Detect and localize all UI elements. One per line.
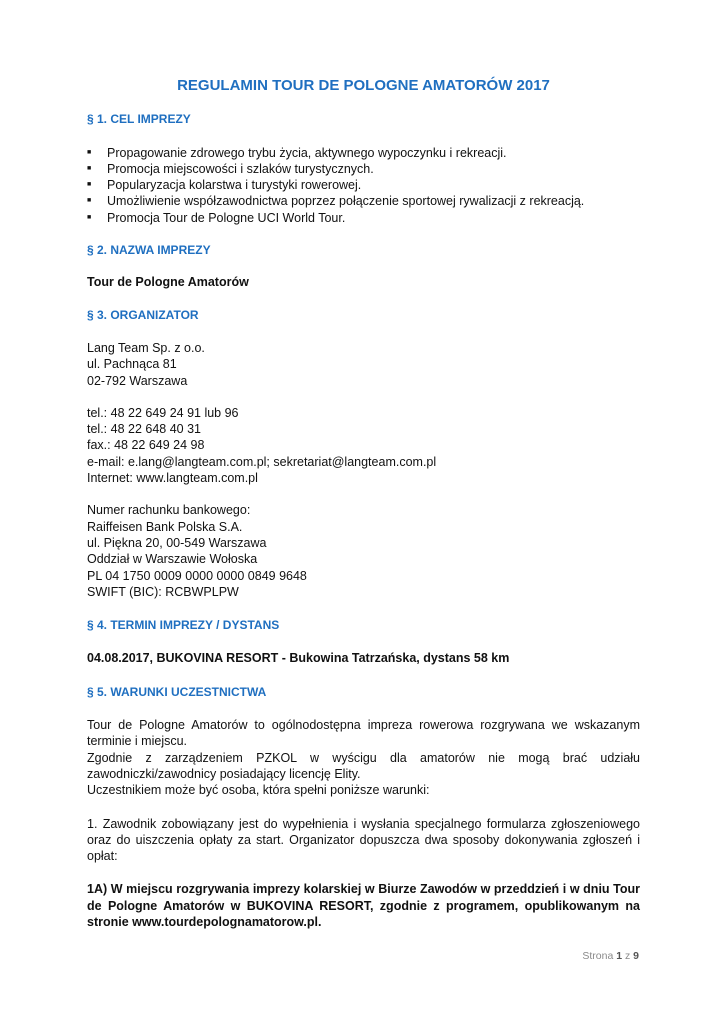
page-total: 9 xyxy=(633,950,639,962)
bank-line: PL 04 1750 0009 0000 0000 0849 9648 xyxy=(87,568,307,583)
organizer-line: Lang Team Sp. z o.o. xyxy=(87,340,205,355)
contact-line: fax.: 48 22 649 24 98 xyxy=(87,438,205,453)
page-footer xyxy=(582,950,639,962)
section-4-heading: § 4. TERMIN IMPREZY / DYSTANS xyxy=(87,618,280,633)
document-title: REGULAMIN TOUR DE POLOGNE AMATORÓW 2017 xyxy=(177,77,550,94)
bank-line: SWIFT (BIC): RCBWPLPW xyxy=(87,584,239,599)
bank-line: ul. Piękna 20, 00-549 Warszawa xyxy=(87,535,267,550)
paragraph: Uczestnikiem może być osoba, która spełni poniższe warunki: xyxy=(87,783,430,798)
section-3-heading: § 3. ORGANIZATOR xyxy=(87,307,199,322)
contact-line: tel.: 48 22 648 40 31 xyxy=(87,422,201,437)
list-item: ■ Propagowanie zdrowego trybu życia, aktywnego wypoczynku i rekreacji. xyxy=(87,145,640,161)
bank-line: Raiffeisen Bank Polska S.A. xyxy=(87,519,243,534)
section-1-heading: § 1. CEL IMPREZY xyxy=(87,112,191,127)
organizer-line: ul. Pachnąca 81 xyxy=(87,357,177,372)
list-item: ■ Promocja miejscowości i szlaków turystycznych. xyxy=(87,161,640,177)
contact-line: tel.: 48 22 649 24 91 lub 96 xyxy=(87,405,239,420)
list-item: ■ Promocja Tour de Pologne UCI World Tour. xyxy=(87,210,640,226)
paragraph: 1A) W miejscu rozgrywania imprezy kolarskiej w Biurze Zawodów w przeddzień i w dniu Tour de Pologne Amatorów w BUKOVINA RESORT, zgodnie z programem, opublikowanym na stronie www.tourdepolognamatorow.pl. xyxy=(87,882,640,929)
document-body xyxy=(87,78,640,930)
section-5-heading: § 5. WARUNKI UCZESTNICTWA xyxy=(87,684,267,699)
section-2-heading: § 2. NAZWA IMPREZY xyxy=(87,243,211,258)
list-item: ■ Popularyzacja kolarstwa i turystyki rowerowej. xyxy=(87,177,640,193)
page-separator: z xyxy=(624,950,631,962)
organizer-line: 02-792 Warszawa xyxy=(87,373,188,388)
contact-line: Internet: www.langteam.com.pl xyxy=(87,471,258,486)
contact-line: e-mail: e.lang@langteam.com.pl; sekretariat@langteam.com.pl xyxy=(87,454,437,469)
paragraph: 1. Zawodnik zobowiązany jest do wypełnienia i wysłania specjalnego formularza zgłoszeniowego oraz do uiszczenia opłaty za start. Organizator dopuszcza dwa sposoby dokonywania zgłoszeń i opłat: xyxy=(87,816,640,864)
bank-line: Numer rachunku bankowego: xyxy=(87,503,251,518)
paragraph: Tour de Pologne Amatorów to ogólnodostępna impreza rowerowa rozgrywana we wskazanym terminie i miejscu. xyxy=(87,718,640,749)
paragraph: Zgodnie z zarządzeniem PZKOL w wyścigu dla amatorów nie mogą brać udziału zawodniczki/zawodnicy posiadający licencję Elity. xyxy=(87,750,640,781)
event-name: Tour de Pologne Amatorów xyxy=(87,275,249,290)
bank-line: Oddział w Warszawie Wołoska xyxy=(87,552,258,567)
page-label: Strona xyxy=(582,950,614,962)
page-number: 1 xyxy=(616,950,623,962)
list-item: ■ Umożliwienie współzawodnictwa poprzez połączenie sportowej rywalizacji z rekreacją. xyxy=(87,193,640,209)
goals-list xyxy=(87,145,640,226)
event-date-distance: 04.08.2017, BUKOVINA RESORT - Bukowina Tatrzańska, dystans 58 km xyxy=(87,651,510,666)
